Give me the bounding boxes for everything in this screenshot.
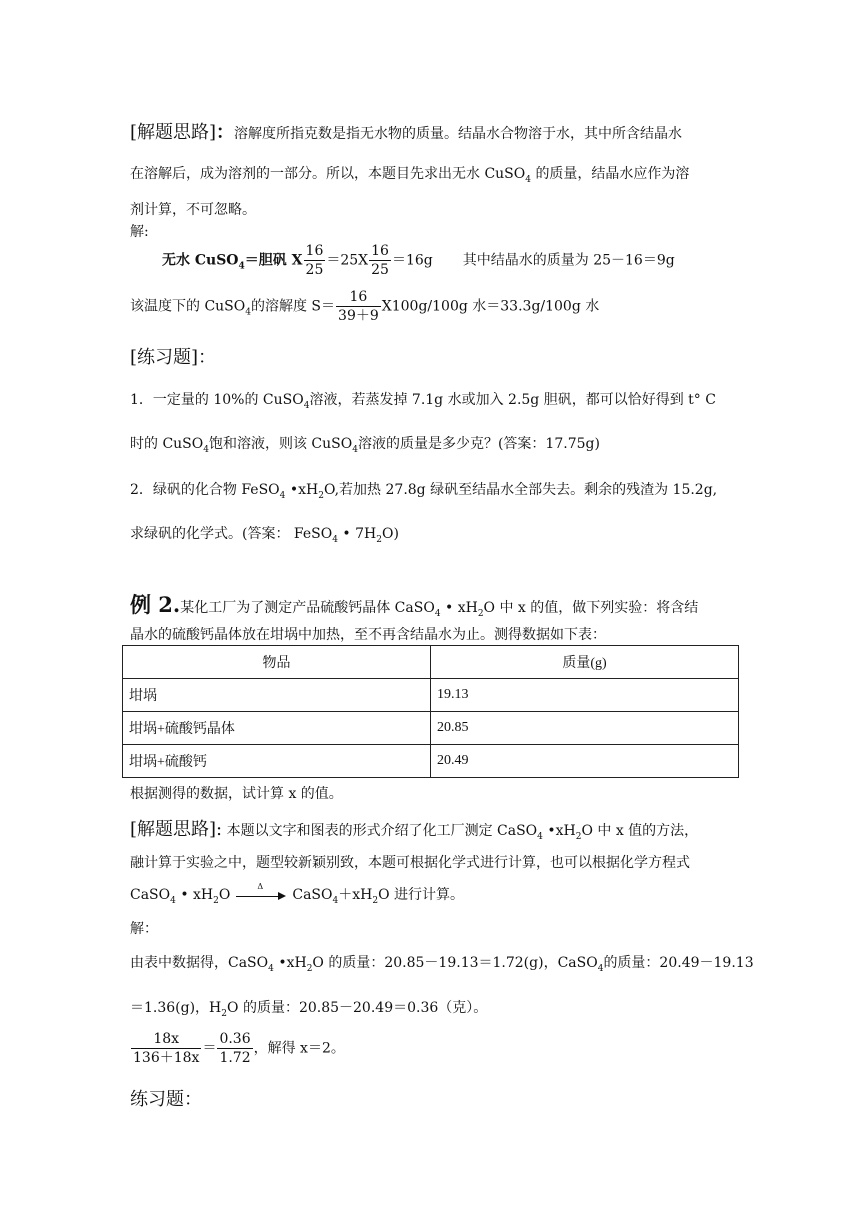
measurement-table	[122, 645, 739, 778]
solution-heading: [解题思路]：溶解度所指克数是指无水物的质量。结晶水合物溶于水，其中所含结晶水	[130, 122, 683, 143]
solution-label: 解:	[130, 224, 149, 240]
equation-anhydrous: 无水 CuSO$_4$＝胆矾 X $\frac{16}{25}$ ＝25X $\frac{16}{25}$ ＝16g 其中结晶水的质量为 25－16＝9g	[162, 243, 675, 278]
table-followup: 根据测得的数据，试计算 x 的值。	[130, 786, 343, 802]
fraction: $\frac{18x}{136+18x}$	[133, 1031, 200, 1066]
solution-label: 解：	[130, 921, 158, 937]
practice-heading: [练习题]：	[130, 347, 217, 368]
table-row	[123, 745, 739, 778]
practice-question-2-line2: 求绿矾的化学式。(答案： FeSO$_4$ • $7H_2O$)	[130, 526, 399, 545]
table-cell: 坩埚	[123, 679, 431, 712]
reaction-equation: CaSO$_4$ • $xH_2O$ Δ $CaSO_4+xH_2O$ 进行计算。	[130, 882, 465, 906]
example-2-intro: 例 2.某化工厂为了测定产品硫酸钙晶体 CaSO$_4$ • $xH_2O$ 中 x 的值，做下列实验：将含结	[130, 592, 699, 619]
example-2-intro-line2: 晶水的硫酸钙晶体放在坩埚中加热，至不再含结晶水为止。测得数据如下表：	[130, 627, 606, 643]
calculation-line-2: ＝1.36(g)，$H_2O$ 的质量：20.85－20.49＝0.36（克）。	[130, 1000, 488, 1019]
fraction: $\frac{16}{25}$	[371, 243, 389, 278]
table-row	[123, 679, 739, 712]
table-cell: 坩埚+硫酸钙	[123, 745, 431, 778]
practice-heading-2: 练习题：	[130, 1089, 202, 1110]
calculation-line-1: 由表中数据得，CaSO$_4$ $•xH_2O$ 的质量：20.85－19.13＝1.72(g)，CaSO$_4$的质量：20.49－19.13	[130, 955, 754, 974]
solution-paragraph-line: 剂计算，不可忽略。	[130, 202, 256, 218]
fraction: $\frac{16}{39+9}$	[338, 289, 379, 324]
table-header-row	[123, 646, 739, 679]
table-cell: 19.13	[431, 679, 739, 712]
fraction: $\frac{16}{25}$	[305, 243, 324, 278]
solution-heading-2: [解题思路]: 本题以文字和图表的形式介绍了化工厂测定 CaSO$_4$ $•xH_2O$ 中 x 值的方法，	[130, 819, 699, 842]
table-row	[123, 712, 739, 745]
table-cell: 坩埚+硫酸钙晶体	[123, 712, 431, 745]
solution-paragraph-line: 在溶解后，成为溶剂的一部分。所以，本题目先求出无水 CuSO$_4$ 的质量，结晶水应作为溶	[130, 166, 690, 185]
practice-question-1: 1．一定量的 10%的 CuSO$_4$溶液，若蒸发掉 7.1g 水或加入 2.5g 胆矾，都可以恰好得到 t° C	[130, 392, 716, 411]
table-header: 物品	[123, 646, 431, 679]
practice-question-2: 2．绿矾的化合物 FeSO$_4$ $•xH_2O$,若加热 27.8g 绿矾至结晶水全部失去。剩余的残渣为 15.2g,	[130, 482, 718, 501]
ratio-equation: $\frac{18x}{136+18x}$ ＝ $\frac{0.36}{1.72}$ ，解得 x＝2。	[133, 1031, 345, 1066]
reaction-arrow-icon: Δ	[236, 888, 286, 902]
table-header: 质量(g)	[431, 646, 739, 679]
practice-question-1-line2: 时的 CuSO$_4$饱和溶液，则该 CuSO$_4$溶液的质量是多少克？(答案：17.75g)	[130, 436, 600, 455]
equation-solubility: 该温度下的 CuSO$_4$的溶解度 S＝ $\frac{16}{39+9}$ X100g/100g 水＝33.3g/100g 水	[130, 289, 600, 324]
table-cell: 20.49	[431, 745, 739, 778]
solution-paragraph-line: 融计算于实验之中，题型较新颖别致，本题可根据化学式进行计算，也可以根据化学方程式	[130, 855, 690, 871]
fraction: $\frac{0.36}{1.72}$	[219, 1031, 251, 1066]
table-cell: 20.85	[431, 712, 739, 745]
